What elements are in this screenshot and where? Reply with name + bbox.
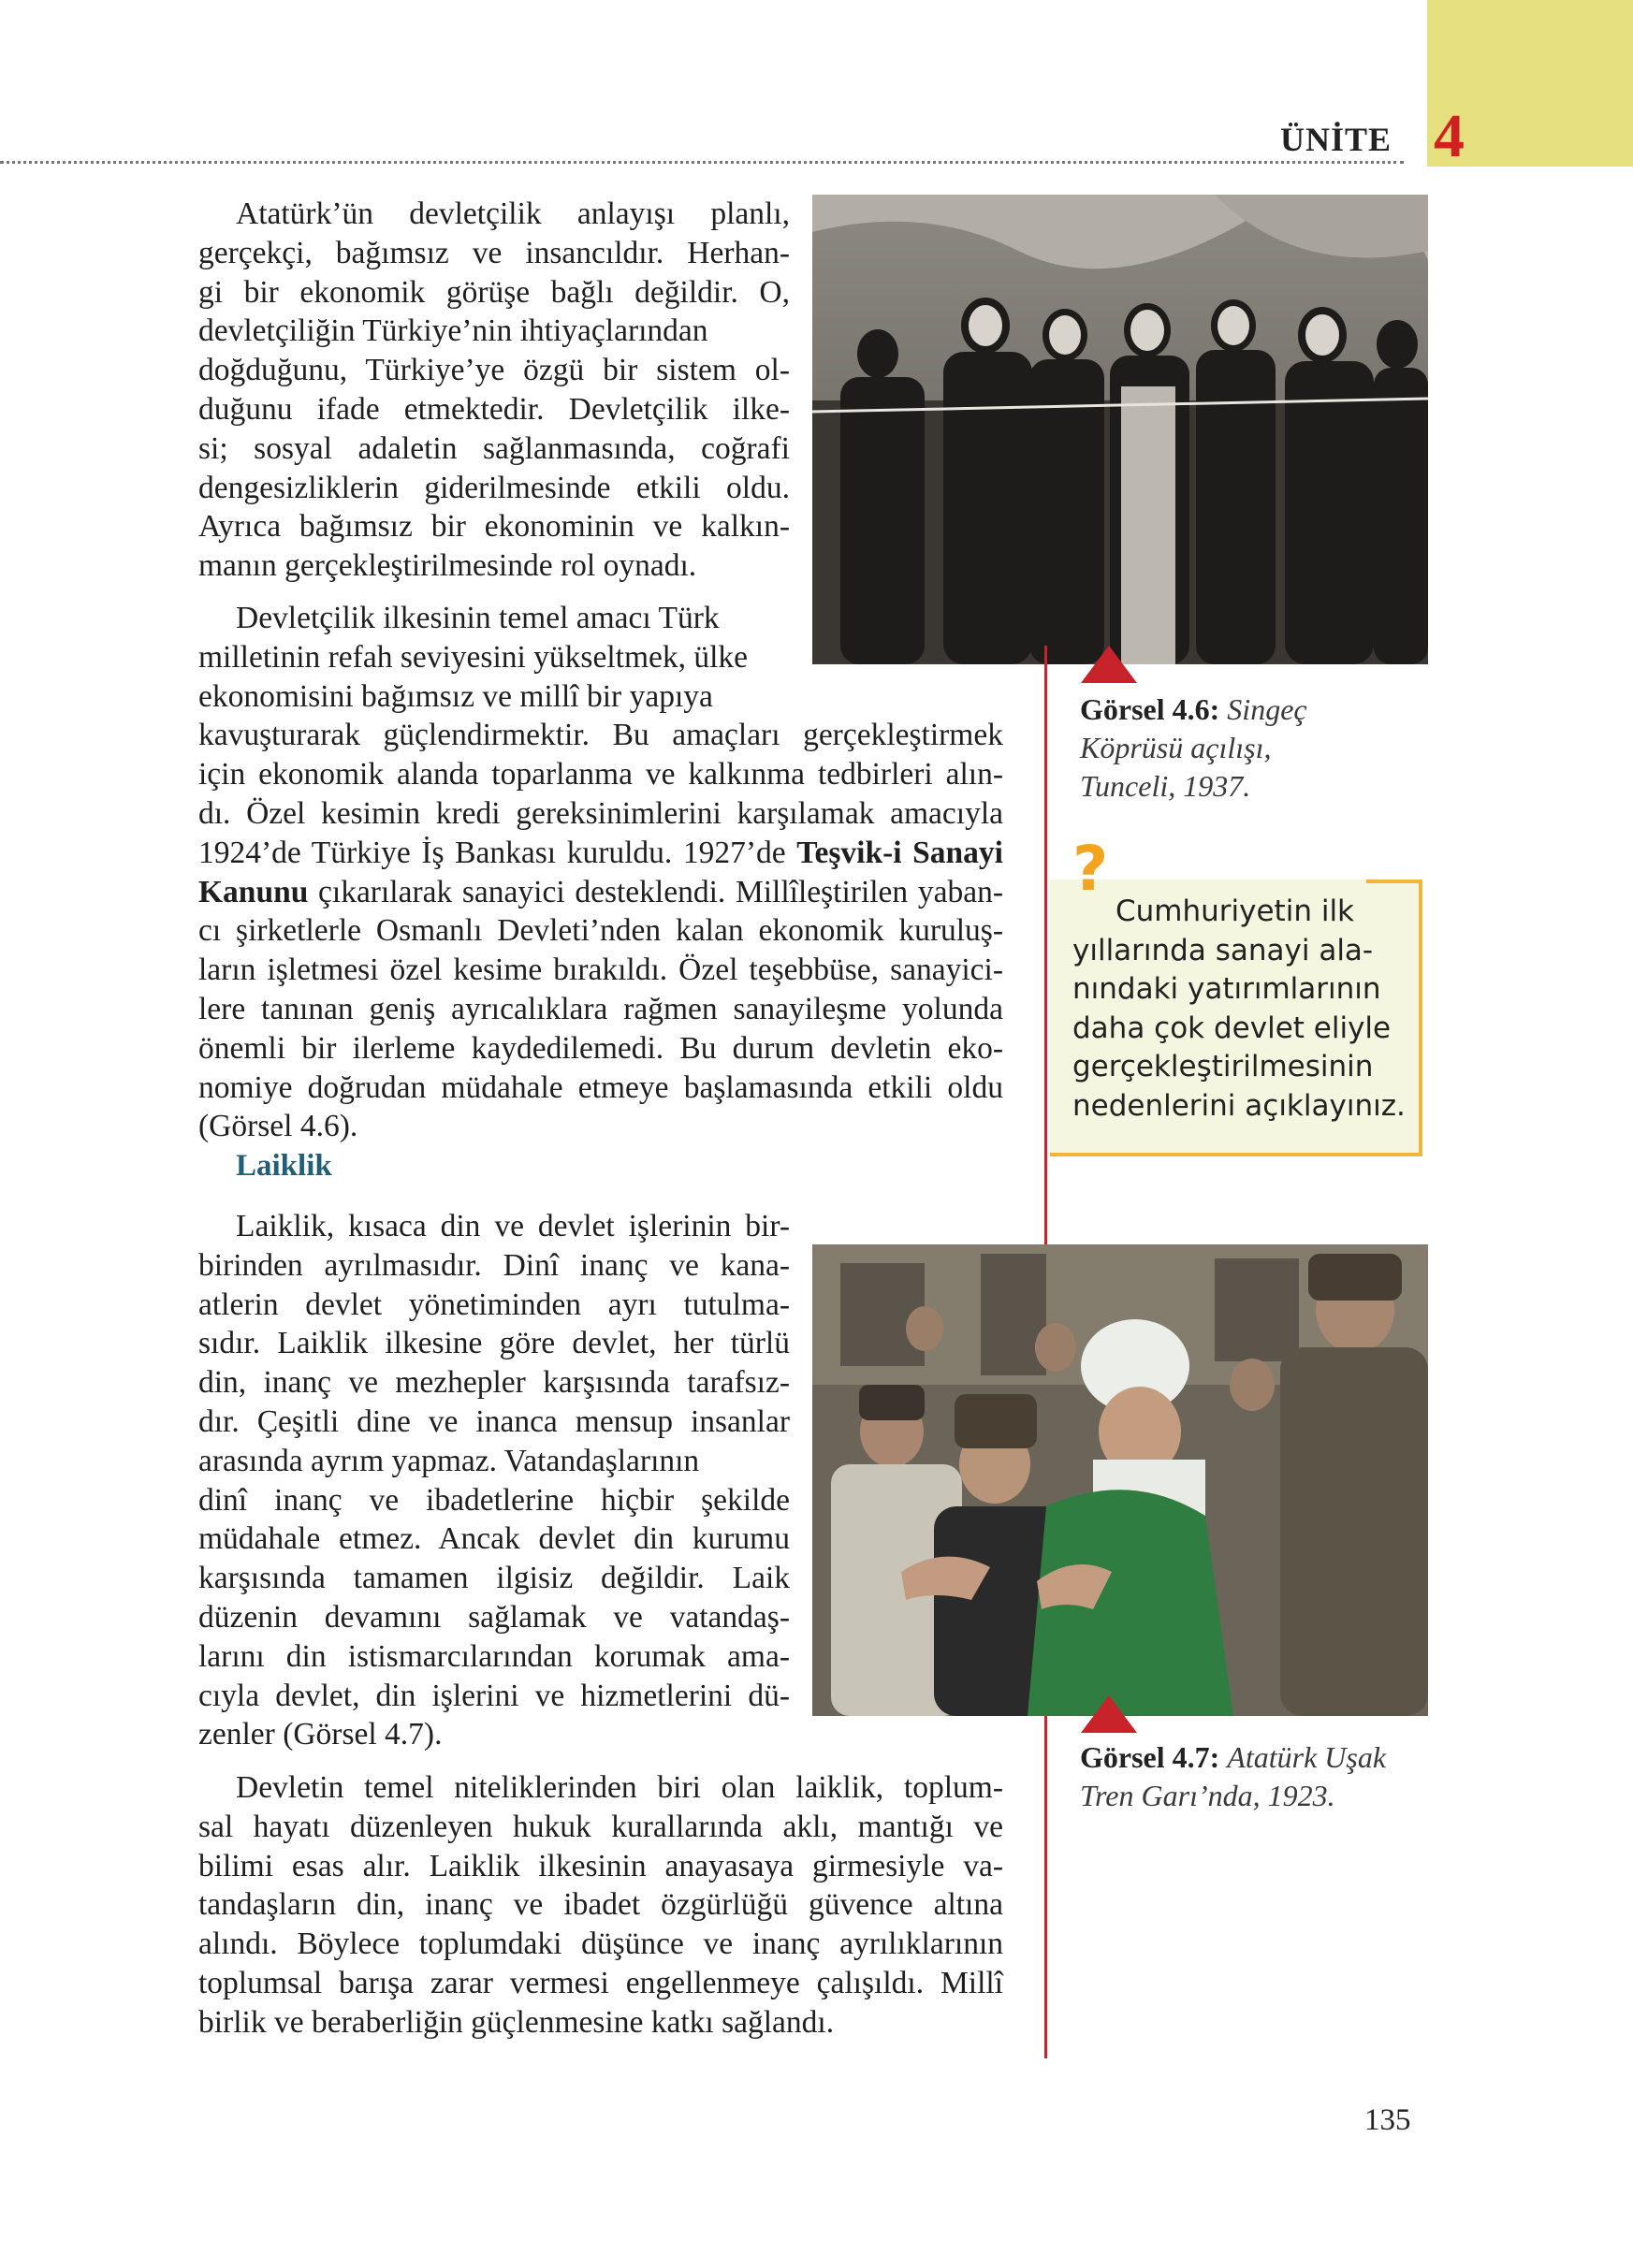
caption1-line: Köprüsü açılışı, — [1080, 731, 1272, 764]
text-line: zenler (Görsel 4.7). — [198, 1717, 443, 1752]
text-line: Devletçilik ilkesinin temel amacı Türk — [236, 601, 720, 635]
photo2-pointer-triangle — [1081, 1695, 1137, 1733]
text-line: Laiklik, kısaca din ve devlet işlerinin bir- — [236, 1209, 790, 1243]
caption2-line: Tren Garı’nda, 1923. — [1080, 1779, 1335, 1812]
text-line: için ekonomik alanda toparlanma ve kalkınma tedbirleri alın- — [198, 757, 1003, 792]
text-fragment: çıkarılarak sanayici desteklendi. Millîleştirilen yaban- — [318, 874, 1003, 909]
text-line-with-bold — [198, 834, 1003, 873]
question-line: gerçekleştirilmesinin — [1072, 1050, 1374, 1083]
text-line: dır. Çeşitli dine ve inanca mensup insanlar — [198, 1403, 790, 1439]
photo-usak-train-station — [812, 1244, 1428, 1716]
text-line: kavuşturarak güçlendirmektir. Bu amaçları gerçekleştirmek — [198, 718, 1003, 753]
photo-singec-bridge-image — [812, 195, 1428, 664]
text-line: ların işletmesi özel kesime bırakıldı. Özel teşebbüse, sanayici- — [198, 952, 1003, 988]
text-line: ekonomisini bağımsız ve millî bir yapıya — [198, 678, 713, 714]
text-line: atlerin devlet yönetiminden ayrı tutulma- — [198, 1287, 790, 1322]
text-line: cı şirketlerle Osmanlı Devleti’nden kalan ekonomik kuruluş- — [198, 913, 1003, 949]
text-line: dı. Özel kesimin kredi gereksinimlerini karşılamak amacıyla — [198, 795, 1003, 831]
photo1-pointer-triangle — [1081, 646, 1137, 683]
paragraph-devletcilik-2 — [198, 599, 1003, 1146]
text-line: birinden ayrılmasıdır. Dinî inanç ve kana- — [198, 1247, 790, 1283]
unit-number: 4 — [1434, 102, 1465, 170]
question-line: Cumhuriyetin ilk — [1115, 894, 1355, 928]
header-dotted-rule — [0, 161, 1404, 164]
text-fragment: 1924’de Türkiye İş Bankası kuruldu. 1927’de — [198, 835, 786, 870]
caption1-line: Singeç — [1227, 692, 1307, 726]
caption2-label: Görsel 4.7: — [1080, 1740, 1220, 1774]
text-line: gerçekçi, bağımsız ve insancıldır. Herhan- — [198, 235, 790, 270]
caption1-label: Görsel 4.6: — [1080, 692, 1220, 726]
text-line: sıdır. Laiklik ilkesine göre devlet, her türlü — [198, 1326, 790, 1361]
text-line: Atatürk’ün devletçilik anlayışı planlı, — [236, 196, 790, 231]
text-line: düzenin devamını sağlamak ve vatandaş- — [198, 1599, 790, 1635]
question-line: nedenlerini açıklayınız. — [1072, 1088, 1406, 1123]
text-line: tandaşların din, inanç ve ibadet özgürlüğü güvence altına — [198, 1887, 1003, 1923]
question-text — [1072, 893, 1411, 1126]
text-line: karşısında tamamen ilgisiz değildir. Laik — [198, 1561, 790, 1596]
text-line: (Görsel 4.6). — [198, 1109, 358, 1144]
text-line: dinî inanç ve ibadetlerine hiçbir şekilde — [198, 1482, 790, 1518]
section-heading-laiklik: Laiklik — [236, 1149, 332, 1183]
paragraph-devletcilik-1 — [198, 195, 790, 586]
text-line: duğunu ifade etmektedir. Devletçilik ilke- — [198, 391, 790, 427]
bold-term: Teşvik-i Sanayi — [796, 835, 1003, 870]
caption2-line: Atatürk Uşak — [1227, 1740, 1387, 1774]
caption-gorsel-4-7 — [1080, 1738, 1386, 1815]
photo-singec-bridge — [812, 195, 1428, 664]
text-line: dengesizliklerin giderilmesinde etkili oldu. — [198, 470, 790, 505]
text-line: larını din istismarcılarından korumak ama- — [198, 1638, 790, 1674]
text-line: bilimi esas alır. Laiklik ilkesinin anayasaya girmesiyle va- — [198, 1848, 1003, 1883]
text-line: önemli bir ilerleme kaydedilemedi. Bu durum devletin eko- — [198, 1030, 1003, 1066]
text-line: gi bir ekonomik görüşe bağlı değildir. O, — [198, 274, 790, 310]
text-line: sal hayatı düzenleyen hukuk kurallarında aklı, mantığı ve — [198, 1809, 1003, 1844]
text-line: din, inanç ve mezhepler karşısında tarafsız- — [198, 1365, 790, 1401]
text-line: cıyla devlet, din işlerini ve hizmetlerini dü- — [198, 1678, 790, 1713]
text-line: toplumsal barışa zarar vermesi engellenmeye çalışıldı. Millî — [198, 1965, 1003, 2000]
text-line: alındı. Böylece toplumdaki düşünce ve inanç ayrılıklarının — [198, 1926, 1003, 1962]
caption1-line: Tunceli, 1937. — [1080, 769, 1251, 803]
page-number: 135 — [1364, 2103, 1411, 2137]
paragraph-laiklik-1 — [198, 1207, 790, 1754]
text-line: devletçiliğin Türkiye’nin ihtiyaçlarından — [198, 313, 708, 349]
text-line: milletinin refah seviyesini yükseltmek, ülke — [198, 639, 749, 675]
question-line: yıllarında sanayi ala- — [1072, 933, 1374, 967]
paragraph-laiklik-2 — [198, 1768, 1003, 2043]
bold-term: Kanunu — [198, 874, 309, 909]
text-line: manın gerçekleştirilmesinde rol oynadı. — [198, 548, 697, 584]
photo-usak-train-station-image — [812, 1244, 1428, 1716]
text-line: doğduğunu, Türkiye’ye özgü bir sistem ol- — [198, 353, 790, 388]
caption-gorsel-4-6 — [1080, 691, 1307, 806]
question-mark-icon: ? — [1072, 833, 1109, 905]
text-line: si; sosyal adaletin sağlanmasında, coğrafi — [198, 430, 790, 466]
text-line: nomiye doğrudan müdahale etmeye başlamasında etkili oldu — [198, 1069, 1003, 1105]
text-line: Ayrıca bağımsız bir ekonominin ve kalkın- — [198, 509, 790, 545]
question-line: nındaki yatırımlarının — [1072, 972, 1381, 1006]
unit-label: ÜNİTE — [1280, 121, 1392, 158]
text-line-with-bold — [198, 873, 1003, 912]
question-line: daha çok devlet eliyle — [1072, 1010, 1392, 1045]
text-line: müdahale etmez. Ancak devlet din kurumu — [198, 1521, 790, 1557]
text-line: Devletin temel niteliklerinden biri olan laiklik, toplum- — [236, 1770, 1003, 1805]
text-line: birlik ve beraberliğin güçlenmesine katkı sağlandı. — [198, 2004, 835, 2040]
text-line: lere tanınan geniş ayrıcalıklara rağmen sanayileşme yolunda — [198, 991, 1003, 1026]
text-line: arasında ayrım yapmaz. Vatandaşlarının — [198, 1443, 700, 1478]
